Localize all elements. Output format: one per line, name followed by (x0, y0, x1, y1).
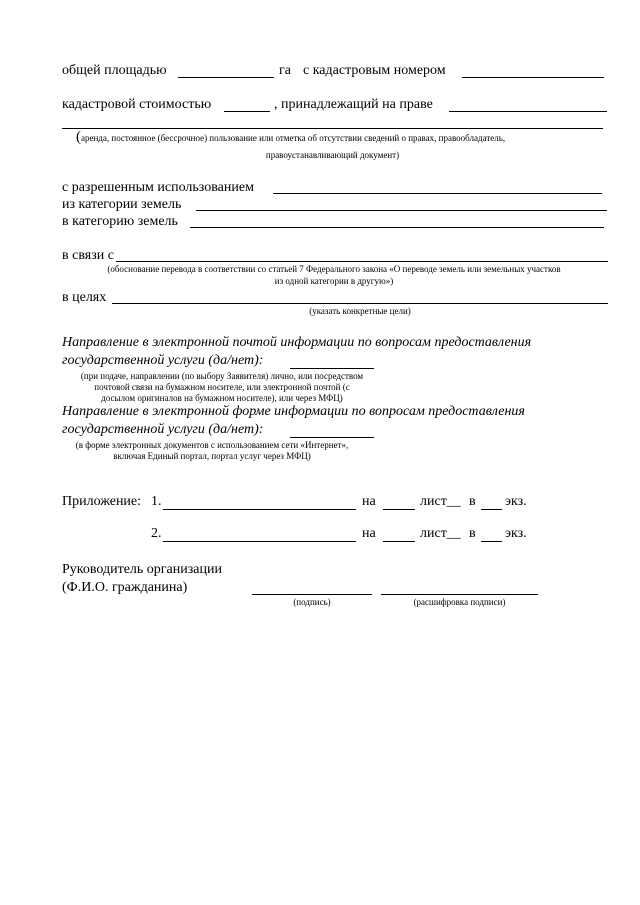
signature-field[interactable] (252, 594, 372, 595)
signature-decode-note: (расшифровка подписи) (413, 597, 506, 607)
attachment-1-sheet-label: лист__ (420, 494, 461, 509)
from-category-label: из категории земель (62, 197, 182, 212)
attachment-2-number: 2. (151, 526, 162, 541)
signature-note: (подпись) (293, 597, 331, 607)
signatory-title: Руководитель организации (62, 562, 222, 577)
rights-note-text: аренда, постоянное (бессрочное) пользование или отметка об отсутствии сведений о правах, правообладатель, (81, 133, 506, 143)
rights-note-paren: ( (76, 129, 81, 145)
hectare-label: га (279, 63, 291, 78)
rights-details-field[interactable] (62, 128, 603, 129)
email-direction-note-line3: досылом оригиналов на бумажном носителе), или через МФЦ) (101, 393, 343, 403)
to-category-field[interactable] (190, 227, 604, 228)
owned-by-right-label: , принадлежащий на праве (274, 97, 433, 112)
electronic-direction-heading-line1: Направление в электронной форме информации по вопросам предоставления (62, 404, 525, 419)
email-direction-answer-field[interactable] (290, 368, 374, 369)
cadastral-value-label: кадастровой стоимостью (62, 97, 212, 112)
cadastral-number-label: с кадастровым номером (303, 63, 446, 78)
permitted-use-label: с разрешенным использованием (62, 180, 254, 195)
purpose-field[interactable] (112, 303, 608, 304)
electronic-direction-note-line1: (в форме электронных документов с использованием сети «Интернет», (75, 440, 349, 450)
attachment-2-sheets-field[interactable] (383, 541, 415, 542)
purpose-note: (указать конкретные цели) (309, 306, 411, 316)
attachment-1-copies-field[interactable] (481, 509, 502, 510)
area-label: общей площадью (62, 63, 167, 78)
signatory-name-hint: (Ф.И.О. гражданина) (62, 580, 188, 595)
purpose-label: в целях (62, 290, 107, 305)
attachment-2-sheet-label: лист__ (420, 526, 461, 541)
attachment-2-on-label: на (362, 526, 376, 541)
cadastral-value-field[interactable] (224, 111, 270, 112)
attachment-2-in-label: в (469, 526, 476, 541)
email-direction-note-line2: почтовой связи на бумажном носителе, или электронной почтой (с (94, 382, 350, 392)
attachments-label: Приложение: (62, 494, 142, 509)
electronic-direction-note-line2: включая Единый портал, портал услуг через МФЦ) (113, 451, 311, 461)
email-direction-note-line1: (при подаче, направлении (по выбору Заявителя) лично, или посредством (80, 371, 364, 381)
to-category-label: в категорию земель (62, 214, 178, 229)
signature-decode-field[interactable] (381, 594, 538, 595)
right-type-field[interactable] (449, 111, 607, 112)
area-field[interactable] (178, 77, 274, 78)
attachment-1-on-label: на (362, 494, 376, 509)
attachment-1-in-label: в (469, 494, 476, 509)
electronic-direction-answer-field[interactable] (290, 437, 374, 438)
rights-note-line1 (76, 129, 506, 145)
attachment-2-copies-label: экз. (505, 526, 527, 541)
attachment-1-name-field[interactable] (163, 509, 356, 510)
attachment-1-sheets-field[interactable] (383, 509, 415, 510)
attachment-1-copies-label: экз. (505, 494, 527, 509)
due-to-field[interactable] (116, 261, 608, 262)
due-to-note-line1: (обоснование перевода в соответствии со статьей 7 Федерального закона «О переводе земель или земельных участков (107, 264, 561, 274)
permitted-use-field[interactable] (273, 193, 602, 194)
electronic-direction-heading-line2: государственной услуги (да/нет): (62, 422, 264, 437)
due-to-label: в связи с (62, 248, 114, 263)
due-to-note-line2: из одной категории в другую») (274, 276, 394, 286)
email-direction-heading-line1: Направление в электронной почтой информации по вопросам предоставления (62, 335, 532, 350)
attachment-1-number: 1. (151, 494, 162, 509)
cadastral-number-field[interactable] (462, 77, 604, 78)
rights-note-line2: правоустанавливающий документ) (265, 150, 400, 160)
email-direction-heading-line2: государственной услуги (да/нет): (62, 353, 264, 368)
from-category-field[interactable] (196, 210, 607, 211)
attachment-2-name-field[interactable] (163, 541, 356, 542)
attachment-2-copies-field[interactable] (481, 541, 502, 542)
